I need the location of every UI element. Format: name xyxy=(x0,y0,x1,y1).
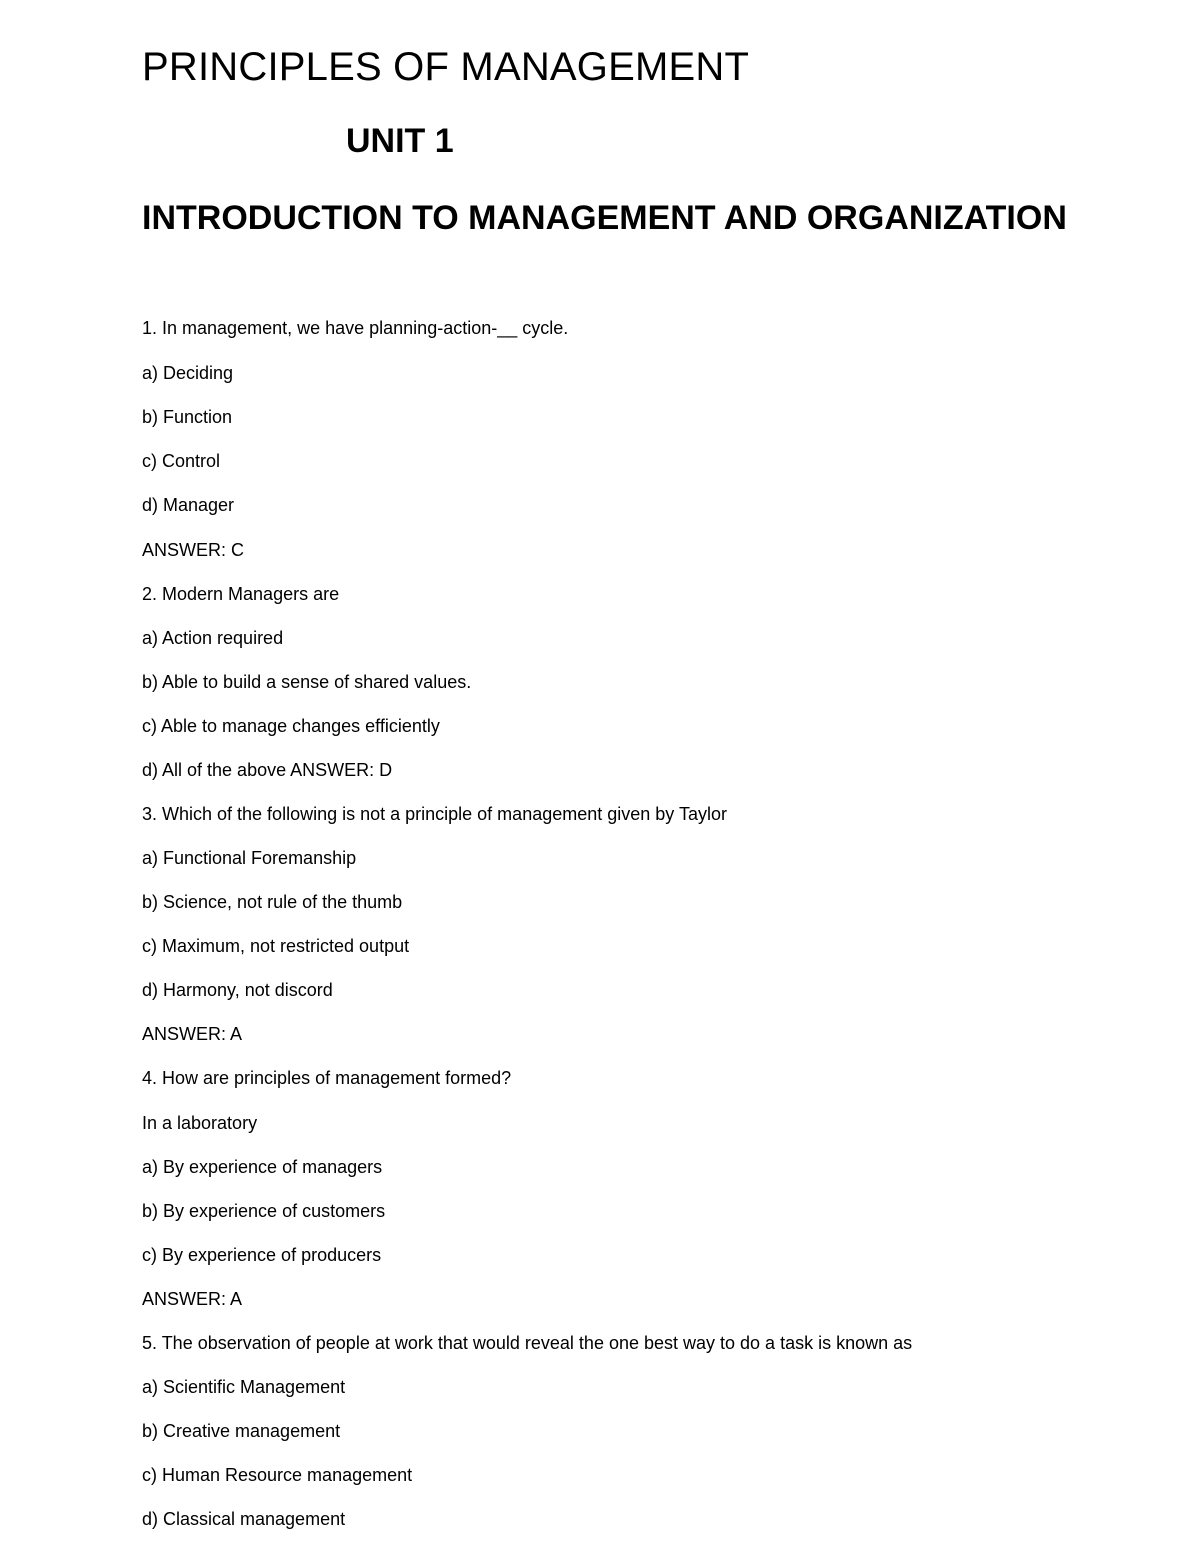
document-title: PRINCIPLES OF MANAGEMENT xyxy=(142,45,750,89)
chapter-heading: INTRODUCTION TO MANAGEMENT AND ORGANIZATION xyxy=(142,199,1067,237)
option-line: d) Manager xyxy=(142,495,235,515)
option-line: c) Able to manage changes efficiently xyxy=(142,716,440,736)
question-2: 2. Modern Managers are xyxy=(142,584,340,604)
option-line: b) Science, not rule of the thumb xyxy=(142,892,403,912)
question-4: 4. How are principles of management formed? xyxy=(142,1068,512,1088)
question-3: 3. Which of the following is not a principle of management given by Taylor xyxy=(142,804,727,824)
option-line: d) All of the above ANSWER: D xyxy=(142,760,393,780)
option-line: c) Human Resource management xyxy=(142,1465,413,1485)
answer-line: ANSWER: C xyxy=(142,540,245,560)
option-line: b) By experience of customers xyxy=(142,1201,386,1221)
option-line: a) By experience of managers xyxy=(142,1157,383,1177)
option-line: a) Deciding xyxy=(142,363,234,383)
option-line: c) By experience of producers xyxy=(142,1245,382,1265)
answer-line: ANSWER: A xyxy=(142,1024,243,1044)
option-line: b) Function xyxy=(142,407,233,427)
option-line: b) Able to build a sense of shared values. xyxy=(142,672,472,692)
option-line: In a laboratory xyxy=(142,1113,258,1133)
question-5: 5. The observation of people at work that would reveal the one best way to do a task is known as xyxy=(142,1333,913,1353)
option-line: a) Functional Foremanship xyxy=(142,848,357,868)
question-1: 1. In management, we have planning-action-__ cycle. xyxy=(142,318,569,338)
option-line: d) Classical management xyxy=(142,1509,346,1529)
option-line: a) Action required xyxy=(142,628,284,648)
option-line: c) Control xyxy=(142,451,221,471)
option-line: d) Harmony, not discord xyxy=(142,980,333,1000)
option-line: a) Scientific Management xyxy=(142,1377,346,1397)
answer-line: ANSWER: A xyxy=(142,1289,243,1309)
option-line: b) Creative management xyxy=(142,1421,341,1441)
unit-heading: UNIT 1 xyxy=(346,122,454,160)
option-line: c) Maximum, not restricted output xyxy=(142,936,410,956)
